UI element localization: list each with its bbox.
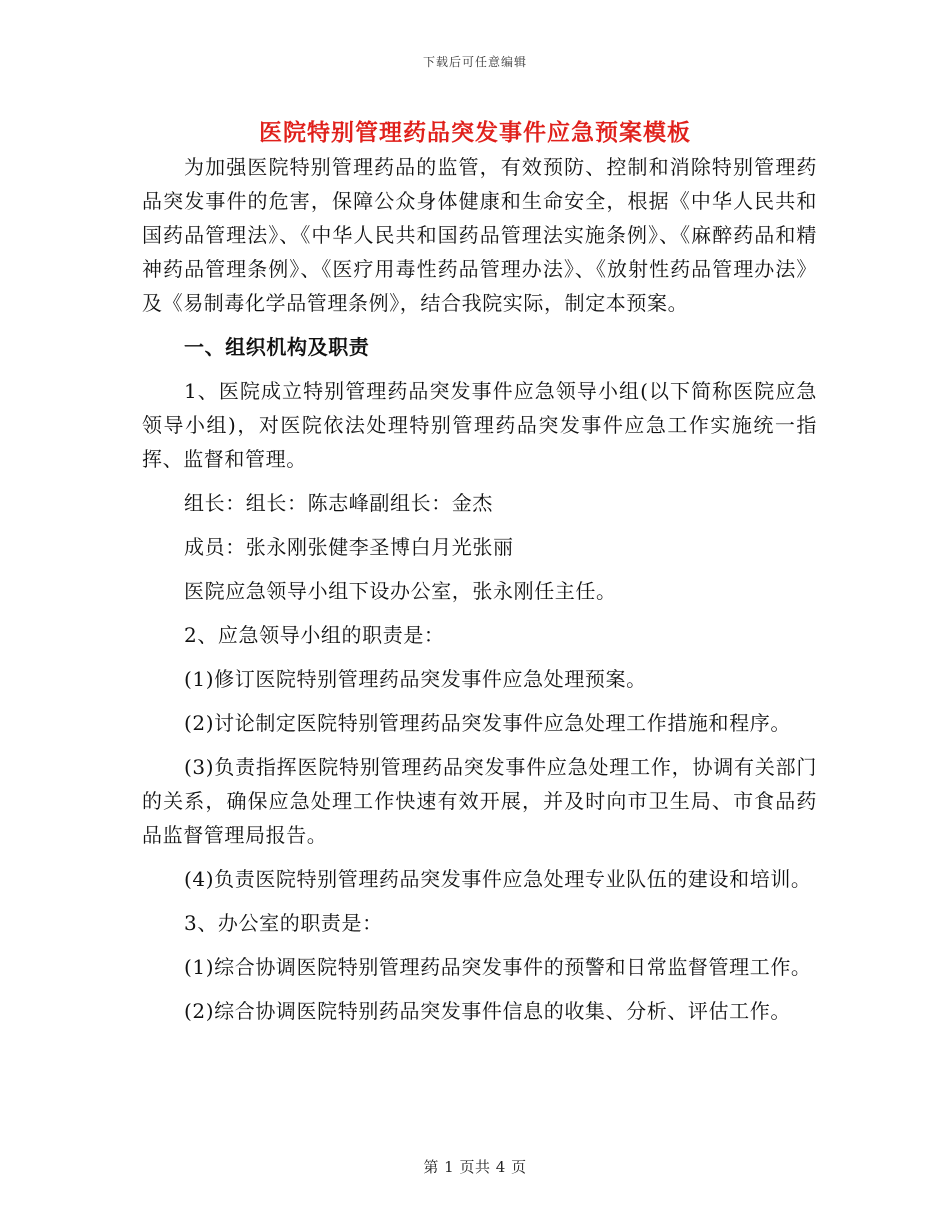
paragraph-office-director: 医院应急领导小组下设办公室，张永刚任主任。 [184, 579, 617, 603]
document-title: 医院特别管理药品突发事件应急预案模板 [259, 119, 691, 146]
duty-item-4: (4)负责医院特别管理药品突发事件应急处理专业队伍的建设和培训。 [184, 867, 812, 891]
office-duty-item-2: (2)综合协调医院特别药品突发事件信息的收集、分析、评估工作。 [184, 999, 791, 1023]
section-heading-organization: 一、组织机构及职责 [184, 335, 370, 359]
paragraph-office-duties-heading: 3、办公室的职责是： [184, 911, 383, 935]
paragraph-duties-heading: 2、应急领导小组的职责是： [184, 623, 445, 647]
paragraph-leading-group: 1、医院成立特别管理药品突发事件应急领导小组(以下简称医院应急领导小组)，对医院依法处理特别管理药品突发事件应急工作实施统一指挥、监督和管理。 [142, 379, 817, 471]
office-duty-item-1: (1)综合协调医院特别管理药品突发事件的预警和日常监督管理工作。 [184, 955, 812, 979]
paragraph-group-members: 成员：张永刚张健李圣博白月光张丽 [184, 535, 514, 559]
duty-item-1: (1)修订医院特别管理药品突发事件应急处理预案。 [184, 667, 647, 691]
duty-item-2: (2)讨论制定医院特别管理药品突发事件应急处理工作措施和程序。 [184, 711, 791, 735]
header-note: 下载后可任意编辑 [422, 55, 527, 69]
intro-paragraph: 为加强医院特别管理药品的监管，有效预防、控制和消除特别管理药品突发事件的危害，保障公众身体健康和生命安全，根据《中华人民共和国药品管理法》、《中华人民共和国药品管理法实施条例》、《麻醉药品和精神药品管理条例》、《医疗用毒性药品管理办法》、《放射性药品管理办法》及《易制毒化学品管理条例》，结合我院实际，制定本预案。 [142, 155, 817, 315]
document-body [142, 150, 817, 1028]
page-number: 第 1 页共 4 页 [423, 1158, 527, 1176]
duty-item-3: (3)负责指挥医院特别管理药品突发事件应急处理工作，协调有关部门的关系，确保应急处理工作快速有效开展，并及时向市卫生局、市食品药品监督管理局报告。 [142, 755, 817, 847]
paragraph-group-leaders: 组长：组长：陈志峰副组长：金杰 [184, 491, 493, 515]
